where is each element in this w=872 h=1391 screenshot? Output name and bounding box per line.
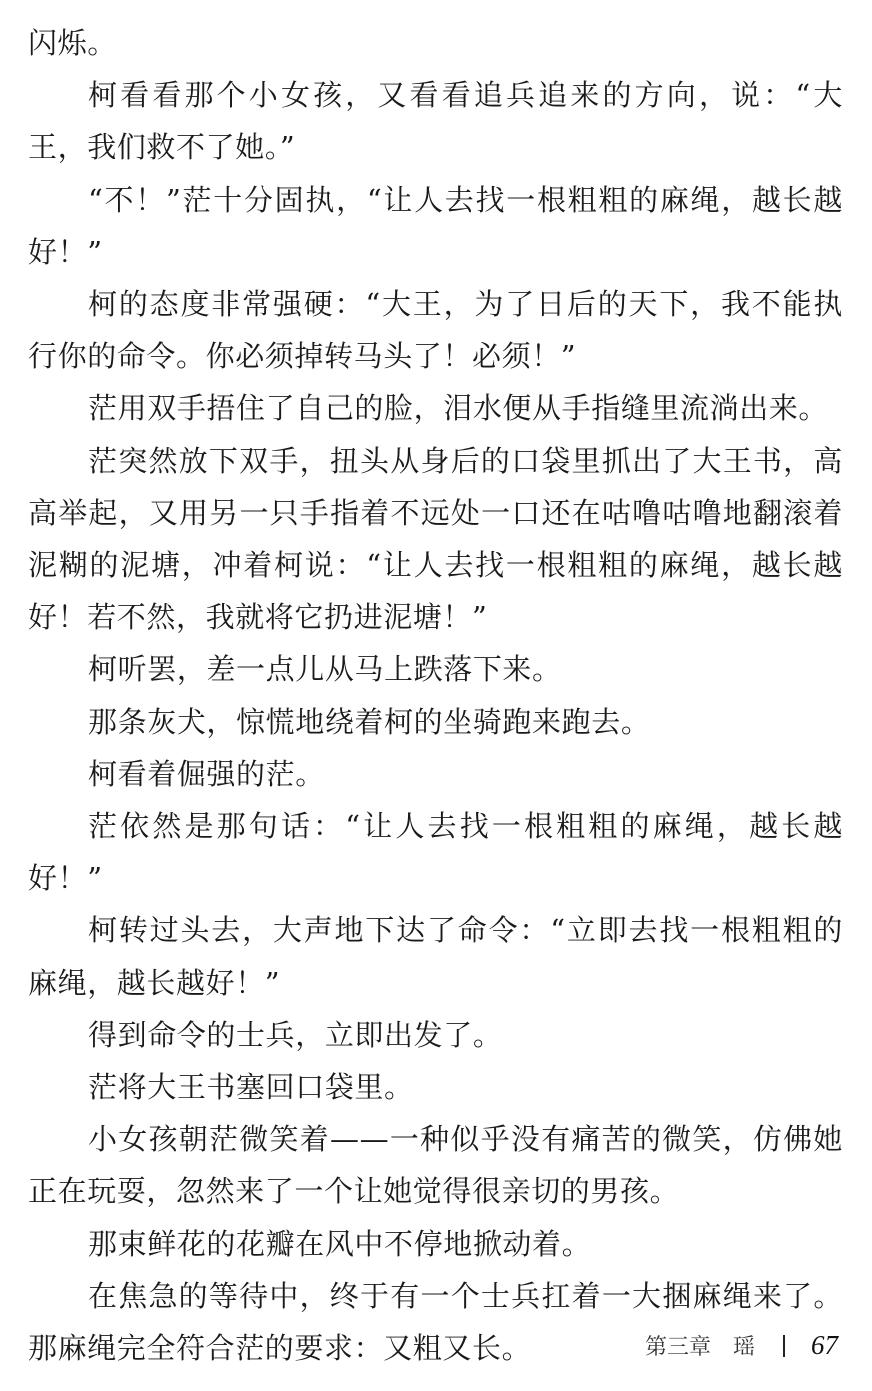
page-footer <box>645 1330 838 1361</box>
paragraph: 那条灰犬，惊慌地绕着柯的坐骑跑来跑去。 <box>88 704 651 739</box>
footer-divider <box>783 1335 785 1357</box>
body-text <box>28 17 843 1374</box>
paragraph: 在焦急的等待中，终于有一个士兵扛着一大捆麻绳来了。那麻绳完全符合茫的要求：又粗又长。 <box>28 1278 843 1366</box>
paragraph: 茫依然是那句话：“让人去找一根粗粗的麻绳，越长越好！” <box>28 809 843 896</box>
paragraph: 柯转过头去，大声地下达了命令：“立即去找一根粗粗的麻绳，越长越好！” <box>28 913 843 1000</box>
paragraph: 闪烁。 <box>28 26 117 60</box>
paragraph: 得到命令的士兵，立即出发了。 <box>88 1017 503 1052</box>
paragraph: 茫将大王书塞回口袋里。 <box>88 1070 414 1105</box>
paragraph: 那束鲜花的花瓣在风中不停地掀动着。 <box>88 1226 592 1261</box>
paragraph: 柯看看那个小女孩，又看看追兵追来的方向，说：“大王，我们救不了她。” <box>28 78 843 165</box>
paragraph: 茫突然放下双手，扭头从身后的口袋里抓出了大王书，高高举起，又用另一只手指着不远处一口还在咕噜咕噜地翻滚着泥糊的泥塘，冲着柯说：“让人去找一根粗粗的麻绳，越长越好！若不然，我就将它扔进泥塘！” <box>28 443 843 635</box>
page-number: 67 <box>811 1330 839 1360</box>
paragraph: 小女孩朝茫微笑着——一种似乎没有痛苦的微笑，仿佛她正在玩耍，忽然来了一个让她觉得很亲切的男孩。 <box>28 1122 843 1209</box>
paragraph: “不！”茫十分固执，“让人去找一根粗粗的麻绳，越长越好！” <box>28 182 843 269</box>
chapter-label: 第三章 <box>645 1335 712 1360</box>
paragraph: 柯听罢，差一点儿从马上跌落下来。 <box>88 652 562 687</box>
paragraph: 茫用双手捂住了自己的脸，泪水便从手指缝里流淌出来。 <box>88 391 829 426</box>
paragraph: 柯的态度非常强硬：“大王，为了日后的天下，我不能执行你的命令。你必须掉转马头了！必须！” <box>28 287 843 374</box>
chapter-title: 瑶 <box>733 1335 756 1360</box>
paragraph: 柯看着倔强的茫。 <box>88 756 325 791</box>
